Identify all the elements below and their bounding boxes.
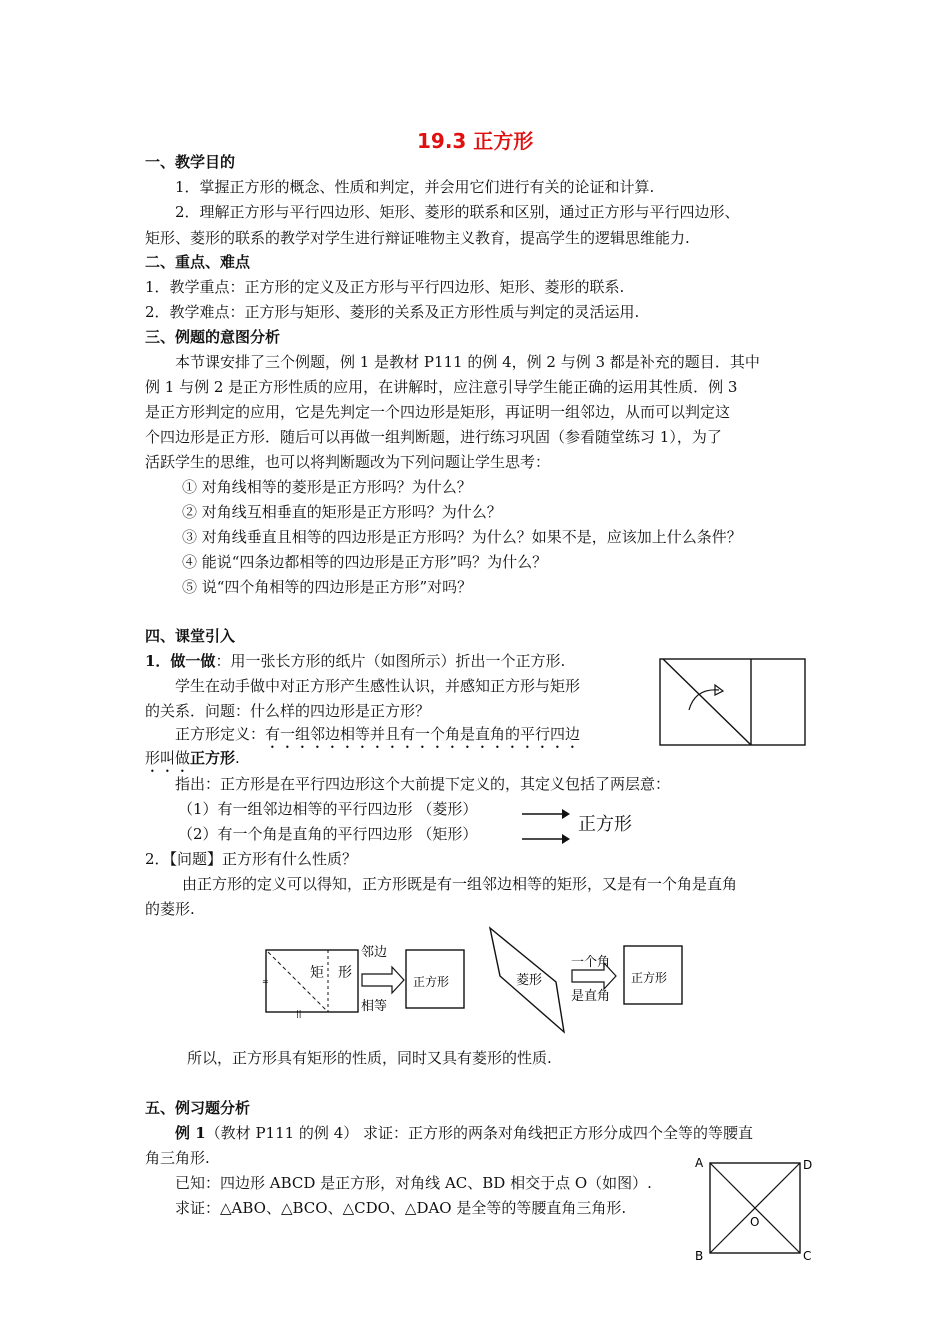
s3-question-3: ③ 对角线垂直且相等的四边形是正方形吗？为什么？如果不是，应该加上什么条件？ [182, 528, 742, 546]
square-abcd-figure [690, 1154, 820, 1266]
section-2-heading: 二、重点、难点 [145, 253, 251, 271]
definition-lead: 正方形定义： [175, 725, 266, 743]
s4-item-1 [145, 651, 565, 671]
vertex-c-label: C [803, 1249, 812, 1263]
relationship-figure [258, 924, 698, 1036]
example-1-lead: 例 1 [175, 1124, 206, 1142]
s1-paragraph-1: 1．掌握正方形的概念、性质和判定，并会用它们进行有关的论证和计算. [175, 178, 655, 196]
hollow-arrow-1-icon [362, 967, 404, 993]
s3-question-2: ② 对角线互相垂直的矩形是正方形吗？为什么？ [182, 503, 502, 521]
example-1-given: 已知：四边形 ABCD 是正方形，对角线 AC、BD 相交于点 O（如图）. [175, 1174, 652, 1192]
square-2-label: 正方形 [631, 971, 668, 985]
s3-line-1: 本节课安排了三个例题，例 1 是教材 P111 的例 4，例 2 与例 3 都是补充的题目．其中 [175, 353, 760, 371]
s2-difficulty: 2．教学难点：正方形与矩形、菱形的关系及正方形性质与判定的灵活运用. [145, 303, 640, 321]
arrow-2-top-label: 一个角 [571, 955, 611, 970]
definition-term: 正方形 [190, 749, 236, 767]
vertex-a-label: A [695, 1156, 704, 1170]
rectangle-shape [266, 950, 358, 1012]
s4-paragraph-1b: 的关系．问题：什么样的四边形是正方形？ [145, 702, 431, 720]
s4-item-2: 2．【问题】正方形有什么性质？ [145, 850, 358, 868]
diagonal-line [663, 659, 751, 745]
example-1-rest: （教材 P111 的例 4） 求证：正方形的两条对角线把正方形分成四个全等的等腰直 [205, 1124, 754, 1142]
s4-note: 指出：正方形是在平行四边形这个大前提下定义的，其定义包括了两层意： [175, 775, 671, 793]
section-1-heading: 一、教学目的 [145, 153, 236, 171]
rectangle-label-left: 矩 [310, 965, 324, 981]
definition-text-2: 形叫做 [145, 749, 191, 767]
s3-question-4: ④ 能说“四条边都相等的四边形是正方形”吗？为什么？ [182, 553, 548, 571]
condition-result: 正方形 [578, 814, 632, 835]
example-1-line-1 [175, 1123, 753, 1143]
tick-mark-bottom: || [296, 1009, 302, 1018]
s4-paragraph-1a: 学生在动手做中对正方形产生感性认识，并感知正方形与矩形 [175, 677, 581, 695]
s3-question-5: ⑤ 说“四个角相等的四边形是正方形”对吗？ [182, 578, 473, 596]
page-title: 19.3 正方形 [417, 129, 534, 153]
s4-paragraph-2a: 由正方形的定义可以得知，正方形既是有一组邻边相等的矩形，又是有一个角是直角 [182, 875, 738, 893]
s4-paragraph-2b: 的菱形. [145, 900, 195, 918]
s1-paragraph-2a: 2．理解正方形与平行四边形、矩形、菱形的联系和区别，通过正方形与平行四边形、 [175, 203, 740, 221]
arrow-head-2-icon [562, 834, 570, 844]
rectangle-diagonal [268, 952, 328, 1012]
s3-line-5: 活跃学生的思维，也可以将判断题改为下列问题让学生思考： [145, 453, 551, 471]
example-1-line-2: 角三角形. [145, 1149, 210, 1167]
rectangle-label-right: 形 [338, 965, 352, 981]
section-3-heading: 三、例题的意图分析 [145, 328, 281, 346]
vertex-b-label: B [695, 1249, 704, 1263]
arrow-2-bottom-label: 是直角 [571, 989, 611, 1004]
s3-line-2: 例 1 与例 2 是正方形性质的应用，在讲解时，应注意引导学生能正确的运用其性质．例 3 [145, 378, 738, 396]
arrow-head-1-icon [562, 809, 570, 819]
s2-focus: 1．教学重点：正方形的定义及正方形与平行四边形、矩形、菱形的联系. [145, 278, 625, 296]
paper-rectangle [660, 659, 805, 745]
arrow-1-bottom-label: 相等 [361, 999, 388, 1014]
rhombus-label: 菱形 [516, 973, 543, 988]
section-4-heading: 四、课堂引入 [145, 627, 236, 645]
s1-paragraph-2b: 矩形、菱形的联系的教学对学生进行辩证唯物主义教育，提高学生的逻辑思维能力. [145, 229, 690, 247]
s3-line-4: 个四边形是正方形．随后可以再做一组判断题，进行练习巩固（参看随堂练习 1），为了 [145, 428, 722, 446]
s4-item-1-lead: 1．做一做 [145, 652, 216, 670]
example-1-prove: 求证：△ABO、△BCO、△CDO、△DAO 是全等的等腰直角三角形. [175, 1199, 627, 1217]
s4-condition-1: （1）有一组邻边相等的平行四边形 （菱形） [178, 800, 478, 818]
s3-question-1: ① 对角线相等的菱形是正方形吗？为什么？ [182, 478, 472, 496]
center-o-label: O [750, 1215, 760, 1229]
arrow-1-top-label: 邻边 [361, 945, 388, 960]
s4-definition-line-2 [145, 748, 240, 776]
definition-end: . [235, 749, 240, 767]
s4-conclusion: 所以，正方形具有矩形的性质，同时又具有菱形的性质. [187, 1049, 552, 1067]
paper-fold-figure [659, 658, 807, 748]
definition-text: 有一组邻边相等并且有一个角是直角的平行四边 [265, 725, 581, 743]
tick-mark-left: = [262, 977, 269, 986]
vertex-d-label: D [803, 1158, 813, 1172]
section-5-heading: 五、例习题分析 [145, 1099, 251, 1117]
s4-item-1-rest: ：用一张长方形的纸片（如图所示）折出一个正方形. [215, 652, 566, 670]
s4-condition-2: （2）有一个角是直角的平行四边形 （矩形） [178, 825, 478, 843]
s3-line-3: 是正方形判定的应用，它是先判定一个四边形是矩形，再证明一组邻边，从而可以判定这 [145, 403, 731, 421]
square-1-label: 正方形 [413, 975, 450, 989]
condition-arrows [520, 806, 572, 846]
